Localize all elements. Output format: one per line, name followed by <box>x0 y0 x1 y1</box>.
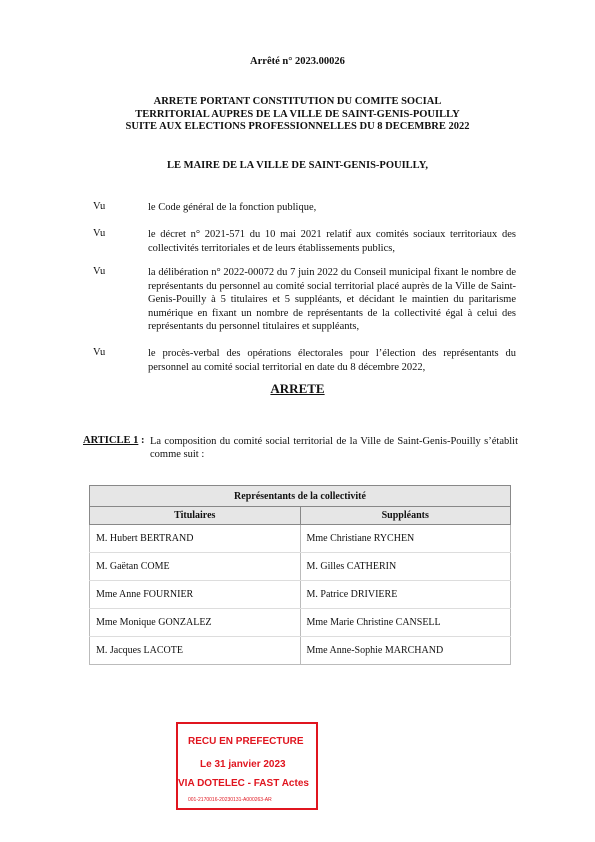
vu-text-2: le décret n° 2021-571 du 10 mai 2021 relatif aux comités sociaux territoriaux des collectivités territoriales et de leurs établissements publics, <box>148 229 516 254</box>
arrete-number: Arrêté n° 2023.00026 <box>250 56 345 67</box>
table-row <box>90 609 511 637</box>
title-line-2: TERRITORIAL AUPRES DE LA VILLE DE SAINT-GENIS-POUILLY <box>135 108 460 120</box>
suppleant-cell: M. Patrice DRIVIERE <box>300 581 511 609</box>
vu-text-4: le procès-verbal des opérations électorales pour l’élection des représentants du personnel au comité social territorial en date du 8 décembre 2022, <box>148 348 516 373</box>
suppleant-cell: Mme Marie Christine CANSELL <box>300 609 511 637</box>
document-title <box>0 96 595 134</box>
column-header-suppleants: Suppléants <box>300 507 511 525</box>
suppleant-cell: Mme Christiane RYCHEN <box>300 525 511 553</box>
table-row <box>90 525 511 553</box>
suppleant-cell: M. Gilles CATHERIN <box>300 553 511 581</box>
vu-text-3: la délibération n° 2022-00072 du 7 juin 2022 du Conseil municipal fixant le nombre de représentants du personnel au comité social territorial placé auprès de la Ville de Saint-Genis-Pouilly à 5 titulaires et 5 suppléants, et décidant le maintien du paritarisme numérique en fixant un nombre de représentants de la collectivité égal à celui des représentants du personnel titulaires et suppléants, <box>148 267 516 332</box>
arrete-heading: ARRETE <box>270 381 325 396</box>
vu-label-3: Vu <box>93 266 106 277</box>
vu-text-1: le Code général de la fonction publique, <box>148 202 317 213</box>
article-1-colon: : <box>138 435 145 446</box>
vu-label-2: Vu <box>93 228 106 239</box>
article-1-number: ARTICLE 1 <box>83 435 139 446</box>
article-1-text: La composition du comité social territorial de la Ville de Saint-Genis-Pouilly s’établit comme suit : <box>150 436 518 460</box>
maire-heading: LE MAIRE DE LA VILLE DE SAINT-GENIS-POUILLY, <box>167 160 428 171</box>
stamp-date: Le 31 janvier 2023 <box>200 759 286 770</box>
stamp-reference: 001-2170016-20230131-A000263-AR <box>188 797 272 803</box>
stamp-received-label: RECU EN PREFECTURE <box>188 736 304 747</box>
vu-label-4: Vu <box>93 347 106 358</box>
table-row <box>90 637 511 665</box>
title-line-1: ARRETE PORTANT CONSTITUTION DU COMITE SOCIAL <box>153 96 442 107</box>
table-group-header: Représentants de la collectivité <box>90 486 511 507</box>
titulaire-cell: Mme Anne FOURNIER <box>90 581 301 609</box>
prefecture-stamp <box>176 722 318 810</box>
representatives-table <box>89 485 511 665</box>
article-1-label <box>83 435 144 446</box>
suppleant-cell: Mme Anne-Sophie MARCHAND <box>300 637 511 665</box>
titulaire-cell: Mme Monique GONZALEZ <box>90 609 301 637</box>
vu-label-1: Vu <box>93 201 106 212</box>
titulaire-cell: M. Gaëtan COME <box>90 553 301 581</box>
table-row <box>90 553 511 581</box>
titulaire-cell: M. Hubert BERTRAND <box>90 525 301 553</box>
stamp-channel: VIA DOTELEC - FAST Actes <box>178 778 309 789</box>
title-line-3: SUITE AUX ELECTIONS PROFESSIONNELLES DU 8 DECEMBRE 2022 <box>125 121 470 132</box>
table-row <box>90 581 511 609</box>
titulaire-cell: M. Jacques LACOTE <box>90 637 301 665</box>
column-header-titulaires: Titulaires <box>90 507 301 525</box>
